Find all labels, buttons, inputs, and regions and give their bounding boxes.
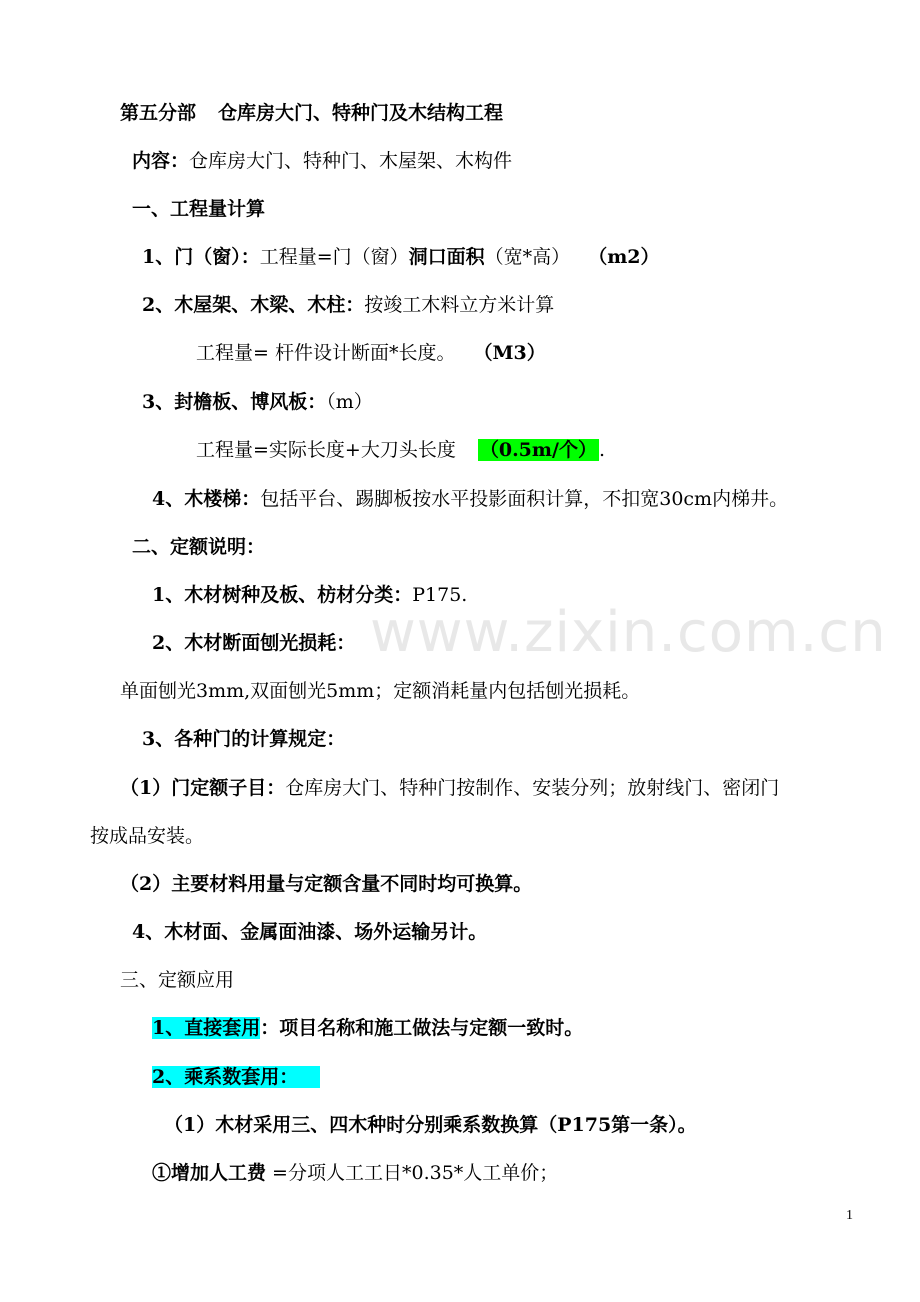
item-roof-truss <box>142 293 554 317</box>
item-door-window-text-a: 工程量=门（窗） <box>259 246 409 268</box>
item-roof-truss-label: 2、木屋架、木梁、木柱： <box>142 294 365 316</box>
item-wood-stair-label: 4、木楼梯： <box>152 488 261 510</box>
direct-apply-label: 1、直接套用 <box>152 1017 261 1039</box>
content-line <box>132 149 512 173</box>
item-door-window-unit: （m2） <box>588 246 660 268</box>
item-labor-cost <box>152 1161 558 1185</box>
item-direct-apply <box>152 1016 583 1040</box>
item-planing-loss: 2、木材断面刨光损耗： <box>152 632 356 654</box>
item-eave-board-formula <box>196 438 605 462</box>
labor-cost-label: ①增加人工费 <box>152 1162 267 1184</box>
item-wood-stair-text: 包括平台、踢脚板按水平投影面积计算，不扣宽30cm内梯井。 <box>260 488 789 510</box>
item-wood-species-text: P175. <box>412 584 468 606</box>
eave-formula-text: 工程量=实际长度+大刀头长度 <box>196 439 456 461</box>
item-roof-truss-text: 按竣工木料立方米计算 <box>364 294 555 316</box>
formula-text: 工程量= 杆件设计断面*长度。 <box>196 342 456 364</box>
item-door-rules-sub1 <box>120 776 779 800</box>
section3-heading: 三、定额应用 <box>120 969 235 991</box>
item-planing-loss-text: 单面刨光3mm,双面刨光5mm；定额消耗量内包括刨光损耗。 <box>120 680 641 702</box>
door-rules-sub1-text: 仓库房大门、特种门按制作、安装分列；放射线门、密闭门 <box>285 777 780 799</box>
item-door-rules-sub1-cont: 按成品安装。 <box>90 825 205 847</box>
item-eave-board-unit: （m） <box>326 391 373 413</box>
item-door-window-bold: 洞口面积 <box>408 246 485 268</box>
item-roof-truss-formula <box>196 341 546 365</box>
page-number: 1 <box>846 1208 853 1223</box>
title-part: 第五分部 <box>120 102 197 124</box>
item-coefficient-apply <box>152 1065 320 1089</box>
item-door-window <box>142 245 660 269</box>
item-door-rules-sub2: （2）主要材料用量与定额含量不同时均可换算。 <box>120 873 533 895</box>
section1-heading: 一、工程量计算 <box>132 198 266 220</box>
door-rules-sub1-label: （1）门定额子目： <box>120 777 286 799</box>
coefficient-apply-label: 2、乘系数套用： <box>152 1066 320 1088</box>
eave-formula-highlight: （0.5m/个） <box>479 439 597 461</box>
item-wood-species-label: 1、木材树种及板、枋材分类： <box>152 584 413 606</box>
section2-heading: 二、定额说明： <box>132 536 266 558</box>
labor-cost-text: =分项人工工日*0.35*人工单价； <box>266 1162 559 1184</box>
item-eave-board <box>142 390 373 414</box>
item-wood-stair <box>152 487 788 511</box>
item-coefficient-sub1: （1）木材采用三、四木种时分别乘系数换算（P175第一条）。 <box>164 1114 697 1136</box>
item-door-window-label: 1、门（窗）： <box>142 246 260 268</box>
item-door-rules: 3、各种门的计算规定： <box>142 728 346 750</box>
page-title <box>120 101 503 125</box>
content-text: 仓库房大门、特种门、木屋架、木构件 <box>189 150 513 172</box>
eave-formula-tail: . <box>598 439 605 461</box>
watermark: www.zixin.com.cn <box>370 600 887 665</box>
title-name: 仓库房大门、特种门及木结构工程 <box>218 102 504 124</box>
content-label: 内容： <box>132 150 190 172</box>
item-eave-board-label: 3、封檐板、博风板： <box>142 391 327 413</box>
item-wood-species <box>152 583 467 607</box>
item-paint-transport: 4、木材面、金属面油漆、场外运输另计。 <box>132 921 488 943</box>
direct-apply-text: ：项目名称和施工做法与定额一致时。 <box>260 1017 584 1039</box>
formula-unit: （M3） <box>473 342 546 364</box>
item-door-window-text-b: （宽*高） <box>484 246 571 268</box>
